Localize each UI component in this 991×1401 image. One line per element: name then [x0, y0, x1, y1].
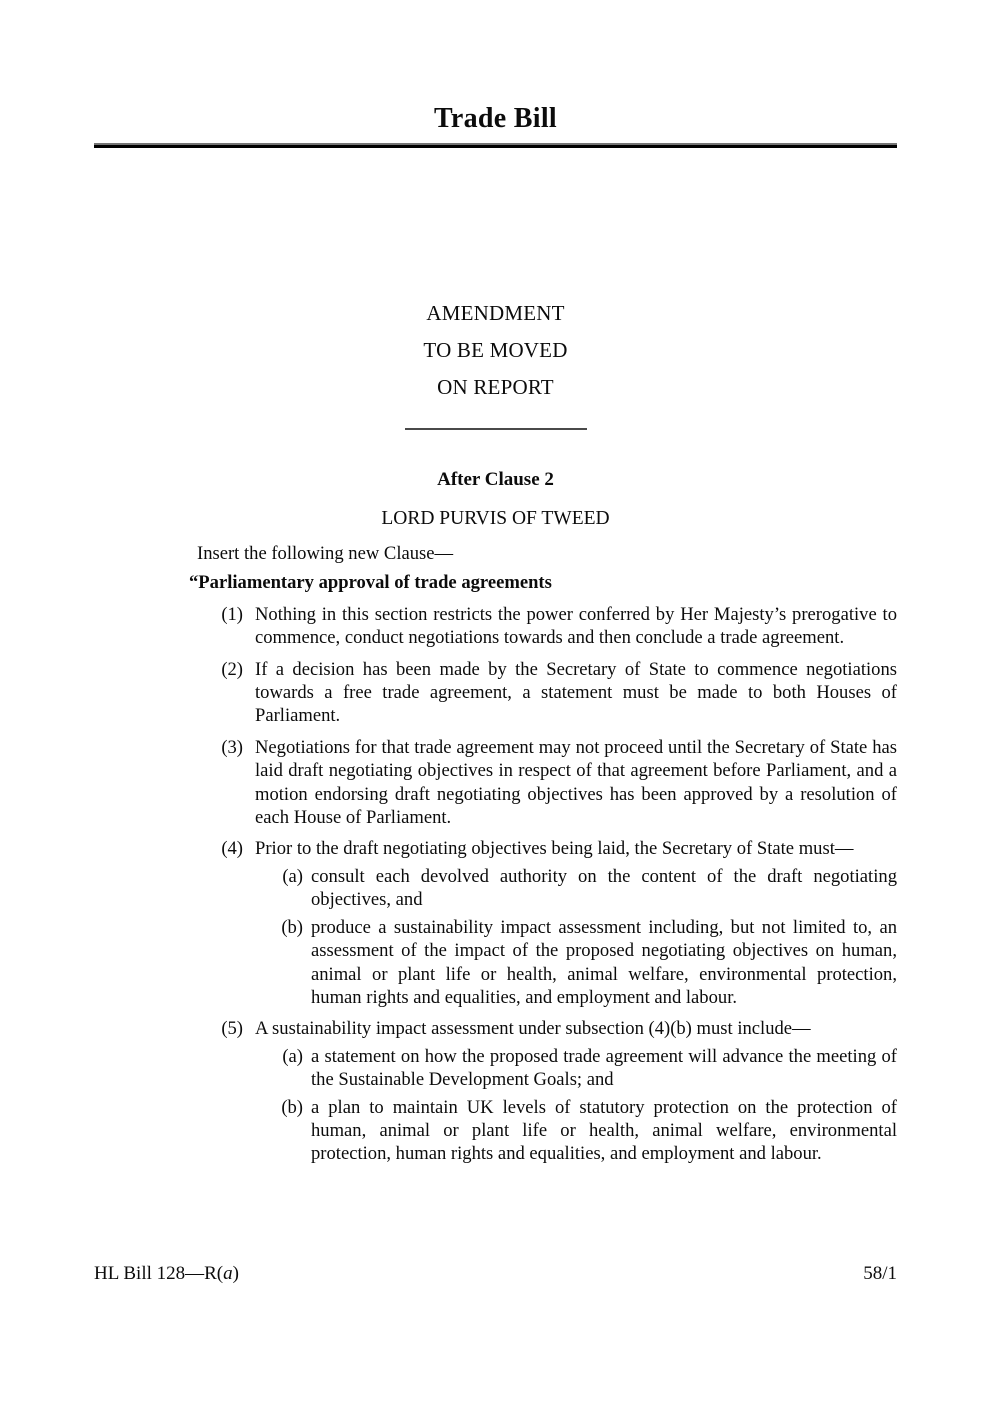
section-divider-rule [405, 428, 587, 430]
subsection-2-number: (2) [221, 658, 243, 680]
subsection-1 [94, 603, 897, 650]
amendment-body [0, 542, 991, 1166]
bill-reference-italic: a [223, 1263, 233, 1284]
subsection-2 [94, 658, 897, 728]
bill-title: Trade Bill [433, 103, 558, 134]
subsection-5-item-a [94, 1045, 897, 1092]
mover-name: LORD PURVIS OF TWEED [381, 508, 610, 529]
subsection-4-item-a [94, 865, 897, 912]
subsection-4-item-b [94, 916, 897, 1010]
instruction-line: Insert the following new Clause— [197, 543, 454, 564]
subsection-5-number: (5) [221, 1018, 243, 1040]
title-double-rule [94, 143, 897, 148]
session-number: 58/1 [863, 1263, 897, 1284]
subsection-5 [94, 1017, 897, 1040]
bill-reference [94, 1262, 239, 1286]
clause-heading: After Clause 2 [437, 469, 554, 490]
bill-reference-prefix: HL Bill 128—R( [94, 1263, 224, 1284]
subsection-5-item-a-number: (a) [282, 1045, 303, 1067]
subsection-5-item-b [94, 1096, 897, 1166]
amendment-header-line-2: TO BE MOVED [423, 338, 568, 362]
subsection-4-item-a-number: (a) [282, 865, 303, 887]
subsection-1-number: (1) [221, 603, 243, 625]
subsection-3-number: (3) [221, 736, 243, 758]
amendment-header-line-1: AMENDMENT [426, 301, 565, 325]
subsection-4-text: Prior to the draft negotiating objectives being laid, the Secretary of State must— [255, 838, 854, 860]
subsection-5-text: A sustainability impact assessment under subsection (4)(b) must include— [255, 1018, 811, 1040]
subsection-5-item-b-text: a plan to maintain UK levels of statutory protection on the protection of human, animal or plant life or health, animal welfare, environmental protection, human rights and equalities, and employment and labour. [311, 1096, 897, 1165]
new-clause-title: “Parliamentary approval of trade agreements [189, 572, 552, 594]
subsection-3 [94, 736, 897, 830]
subsection-1-text: Nothing in this section restricts the power conferred by Her Majesty’s prerogative to commence, conduct negotiations towards and then conclude a trade agreement. [255, 603, 897, 649]
subsection-4-number: (4) [221, 838, 243, 860]
subsection-4 [94, 837, 897, 860]
subsection-4-item-b-number: (b) [281, 916, 303, 938]
subsection-2-text: If a decision has been made by the Secretary of State to commence negotiations towards a free trade agreement, a statement must be made to both Houses of Parliament. [255, 658, 897, 727]
subsection-5-item-b-number: (b) [281, 1096, 303, 1118]
subsection-3-text: Negotiations for that trade agreement may not proceed until the Secretary of State has laid draft negotiating objectives in respect of that agreement before Parliament, and a motion endorsing draft negotiating objectives has been approved by a resolution of each House of Parliament. [255, 736, 897, 829]
amendment-header-line-3: ON REPORT [437, 375, 554, 399]
subsection-4-item-b-text: produce a sustainability impact assessment including, but not limited to, an assessment of the impact of the proposed negotiating objectives on human, animal or plant life or health, animal welfare, environmental protection, human rights and equalities, and employment and labour. [311, 916, 897, 1008]
amendment-header [0, 295, 991, 430]
subsection-5-item-a-text: a statement on how the proposed trade agreement will advance the meeting of the Sustainable Development Goals; and [311, 1045, 897, 1091]
subsection-4-item-a-text: consult each devolved authority on the content of the draft negotiating objectives, and [311, 865, 897, 911]
page-footer [94, 1262, 897, 1286]
bill-reference-suffix: ) [232, 1263, 239, 1284]
